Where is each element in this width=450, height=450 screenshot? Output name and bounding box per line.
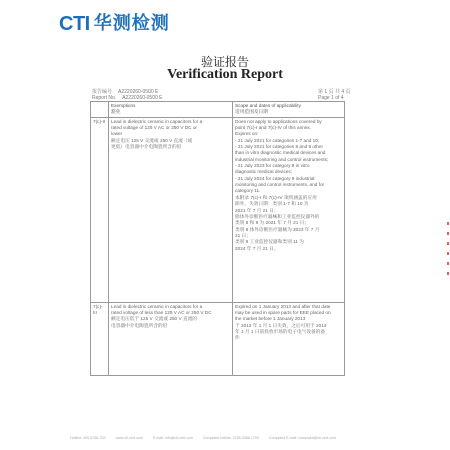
- logo-chinese: 华测检测: [93, 13, 170, 34]
- text-line: - 21 July 2021 for categories 8 and 9 other: [235, 144, 324, 150]
- text-line: - 21 July 2021 for categories 1-7 and 10;: [235, 137, 320, 143]
- text-line: may be used in spare parts for EEE placed on: [235, 310, 331, 316]
- text-line: - 21 July 2023 for category 8 in vitro: [235, 163, 310, 169]
- text-line: - 21 July 2024 for category 9 industrial: [235, 175, 315, 181]
- footer-item: Hotline: 400-6788-333: [70, 436, 106, 440]
- header-text-line: 适用范围及日期: [235, 109, 268, 115]
- header-text-line: Scope and dates of applicability: [235, 103, 301, 108]
- page-indicator-en: Page 1 of 4: [318, 95, 344, 101]
- footer-item: Complaint hotline: 0755-3368 1700: [202, 436, 259, 440]
- scope-and-dates: [233, 302, 345, 375]
- edge-mark: [447, 242, 449, 245]
- edge-mark: [447, 262, 449, 265]
- text-line: 件: [235, 335, 240, 341]
- header-text-line: 豁免: [111, 109, 121, 115]
- report-number-cn-label: 报告编号: [92, 89, 113, 95]
- text-line: than in vitro diagnostic medical devices and: [235, 150, 326, 156]
- table-header-id: [91, 102, 109, 118]
- header-text-line: Exemptions: [111, 103, 136, 108]
- text-line: 类别 9 工业监控仪器和类别 11 为: [235, 239, 304, 245]
- exemption-description: [109, 302, 233, 375]
- exemptions-table: [90, 101, 345, 376]
- table-header-scope: [233, 102, 345, 118]
- text-line: category 11.: [235, 188, 261, 194]
- text-line: lower: [111, 131, 123, 137]
- text-line: rated voltage of 125 V AC or 250 V DC or: [111, 125, 197, 131]
- page-indicator-cn: 第 1 页 共 4 页: [318, 89, 351, 95]
- text-line: 于 2013 年 1 月 1 日失效，之后可用于 2013: [235, 322, 327, 328]
- report-title-english: Verification Report: [167, 67, 283, 82]
- report-number-cn: [92, 88, 158, 95]
- edge-mark: [447, 272, 449, 275]
- text-line: 类别 8 和 9 为 2021 年 7 月 21 日；: [235, 220, 309, 226]
- text-line: monitoring and control instruments, and for: [235, 182, 325, 188]
- text-line: rated voltage of less than 125 V AC or 250 V DC: [111, 310, 212, 316]
- report-number-cn-value: A2220260-0500 E: [118, 89, 159, 95]
- footer-item: www.cti-cert.com: [115, 436, 143, 440]
- text-line: Expired on 1 January 2013 and after that date: [235, 303, 331, 309]
- scope-and-dates: [233, 117, 345, 302]
- text-line: Expires on:: [235, 131, 259, 137]
- exemption-id: 7(c)-III: [91, 302, 109, 375]
- page-footer: [70, 436, 400, 440]
- text-line: point 7(c)-I and 7(c)-IV of this annex.: [235, 125, 312, 131]
- logo-latin: CTI: [59, 13, 90, 35]
- text-line: Lead in dielectric ceramic in capacitors for a: [111, 303, 203, 309]
- report-title-chinese: 验证报告: [200, 55, 249, 69]
- text-line: 年 1 月 1 日前投放市场的电子电气设备的备: [235, 329, 326, 335]
- text-line: 额定电压 125 V 交流或 250 V 直流（或: [111, 137, 193, 143]
- cti-logo: [59, 12, 170, 36]
- report-number-en-label: Report No.: [92, 95, 117, 101]
- footer-item: Complaint E-mail: complaint@cti-cert.com: [268, 436, 336, 440]
- footer-item: E-mail: info@cti-cert.com: [152, 436, 193, 440]
- text-line: diagnostic medical devices;: [235, 169, 293, 175]
- text-line: 电容器中介电陶瓷所含的铅: [111, 322, 168, 328]
- edge-mark: [447, 222, 449, 225]
- edge-mark: [447, 232, 449, 235]
- text-line: 额定电压低于 125 V 交流或 250 V 直流的: [111, 316, 197, 322]
- text-line: 除外，失效日期：类别 1-7 和 10 为: [235, 201, 309, 207]
- text-line: Does not apply to applications covered by: [235, 118, 322, 124]
- text-line: 21 日；: [235, 232, 251, 238]
- text-line: 2021 年 7 月 21 日；: [235, 207, 279, 213]
- text-line: 类别 8 体外诊断医疗器械为 2023 年 7 月: [235, 226, 320, 232]
- table-row: [91, 117, 345, 302]
- text-line: the market before 1 January 2013: [235, 316, 306, 322]
- text-line: 更低）电容器中介电陶瓷所含的铅: [111, 144, 182, 150]
- exemption-description: [109, 117, 233, 302]
- exemption-id: 7(c)-II: [91, 117, 109, 302]
- text-line: 除体外诊断医疗器械和工业监控仪器外的: [235, 213, 320, 219]
- text-line: industrial monitoring and control instruments;: [235, 156, 329, 162]
- text-line: 2024 年 7 月 21 日。: [235, 245, 279, 251]
- text-line: Lead in dielectric ceramic in capacitors for a: [111, 118, 203, 124]
- edge-mark: [447, 252, 449, 255]
- table-row: [91, 302, 345, 375]
- report-number-en-value: A2220260-0500 E: [122, 95, 163, 101]
- text-line: 本附录 7(c)-I 和 7(c)-IV 项所涵盖的应用: [235, 194, 317, 200]
- table-header-exemptions: [109, 102, 233, 118]
- table-header-row: [91, 102, 345, 118]
